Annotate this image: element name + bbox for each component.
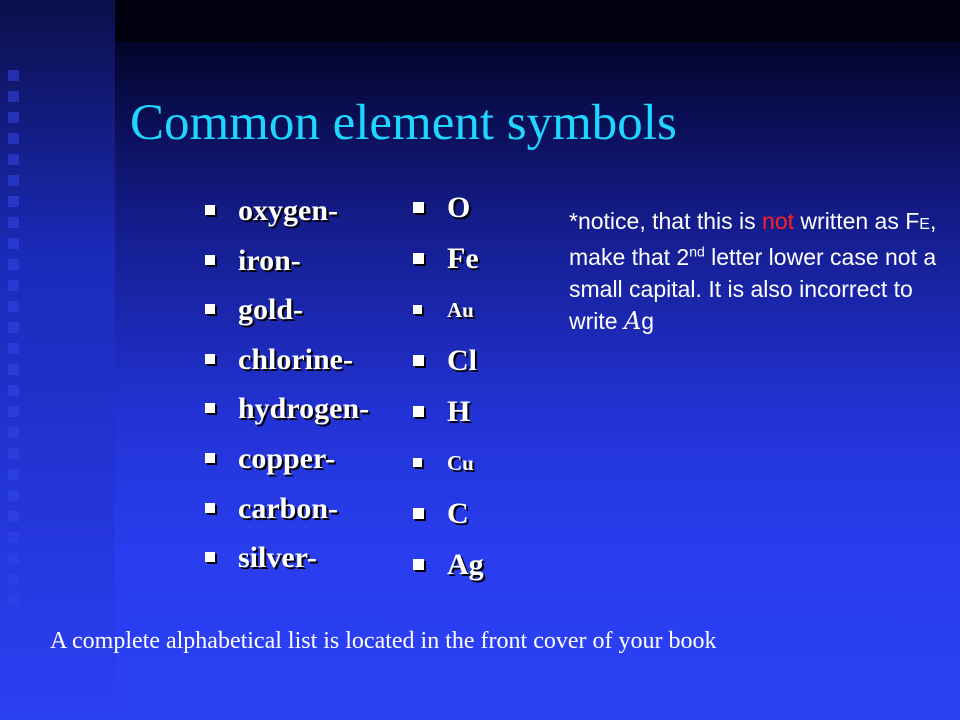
- element-symbol: Ag: [447, 548, 484, 581]
- list-item: [413, 343, 484, 394]
- element-symbol: O: [447, 191, 471, 224]
- element-name: iron-: [238, 243, 301, 277]
- element-symbol: Fe: [447, 242, 479, 275]
- list-item: [413, 241, 484, 292]
- element-symbol: H: [447, 395, 471, 428]
- square-bullet-icon: [413, 458, 422, 467]
- small-capital-example: E: [919, 216, 930, 233]
- slide-title: Common element symbols: [130, 95, 677, 151]
- square-bullet-icon: [205, 354, 215, 364]
- list-item: [413, 394, 484, 445]
- square-bullet-icon: [205, 255, 215, 265]
- list-item: [205, 391, 369, 441]
- square-bullet-icon: [205, 453, 215, 463]
- square-bullet-icon: [205, 552, 215, 562]
- top-decorative-band: [115, 0, 960, 42]
- superscript-nd: nd: [689, 243, 705, 260]
- square-bullet-icon: [413, 508, 424, 519]
- element-symbol-list: [413, 190, 484, 598]
- note-text: *notice, that this is not written as FE, make that 2nd letter lower case not a small capital. It is also incorrect to write Ag: [569, 208, 937, 335]
- footer-note: A complete alphabetical list is located in the front cover of your book: [50, 628, 717, 654]
- list-item: [413, 496, 484, 547]
- square-bullet-icon: [413, 305, 422, 314]
- element-name: chlorine-: [238, 342, 353, 376]
- square-bullet-icon: [413, 355, 424, 366]
- highlight-not: not: [762, 208, 795, 234]
- list-item: [413, 190, 484, 241]
- list-item: [413, 547, 484, 598]
- square-bullet-icon: [205, 304, 215, 314]
- incorrect-capital-example: A: [623, 307, 642, 335]
- square-bullet-icon: [413, 202, 424, 213]
- square-bullet-icon: [413, 559, 424, 570]
- element-symbol: Cl: [447, 344, 477, 377]
- element-name: gold-: [238, 293, 304, 327]
- square-bullet-icon: [205, 503, 215, 513]
- element-name: oxygen-: [238, 194, 338, 227]
- element-symbol: Au: [447, 298, 474, 322]
- decorative-squares: [8, 70, 26, 616]
- square-bullet-icon: [205, 403, 215, 413]
- list-item: [205, 243, 369, 293]
- square-bullet-icon: [413, 406, 424, 417]
- list-item: [413, 292, 484, 343]
- list-item: [205, 292, 369, 342]
- list-item: [205, 441, 369, 491]
- list-item: [205, 491, 369, 541]
- element-name: hydrogen-: [238, 392, 370, 426]
- element-name: carbon-: [238, 491, 338, 525]
- list-item: [205, 540, 369, 590]
- square-bullet-icon: [413, 253, 424, 264]
- element-name: copper-: [238, 441, 336, 475]
- square-bullet-icon: [205, 205, 215, 215]
- element-symbol: C: [447, 497, 469, 530]
- element-name: silver-: [238, 541, 317, 575]
- element-symbol: Cu: [447, 451, 474, 475]
- list-item: [413, 445, 484, 496]
- element-name-list: [205, 193, 369, 590]
- list-item: [205, 193, 369, 243]
- list-item: [205, 342, 369, 392]
